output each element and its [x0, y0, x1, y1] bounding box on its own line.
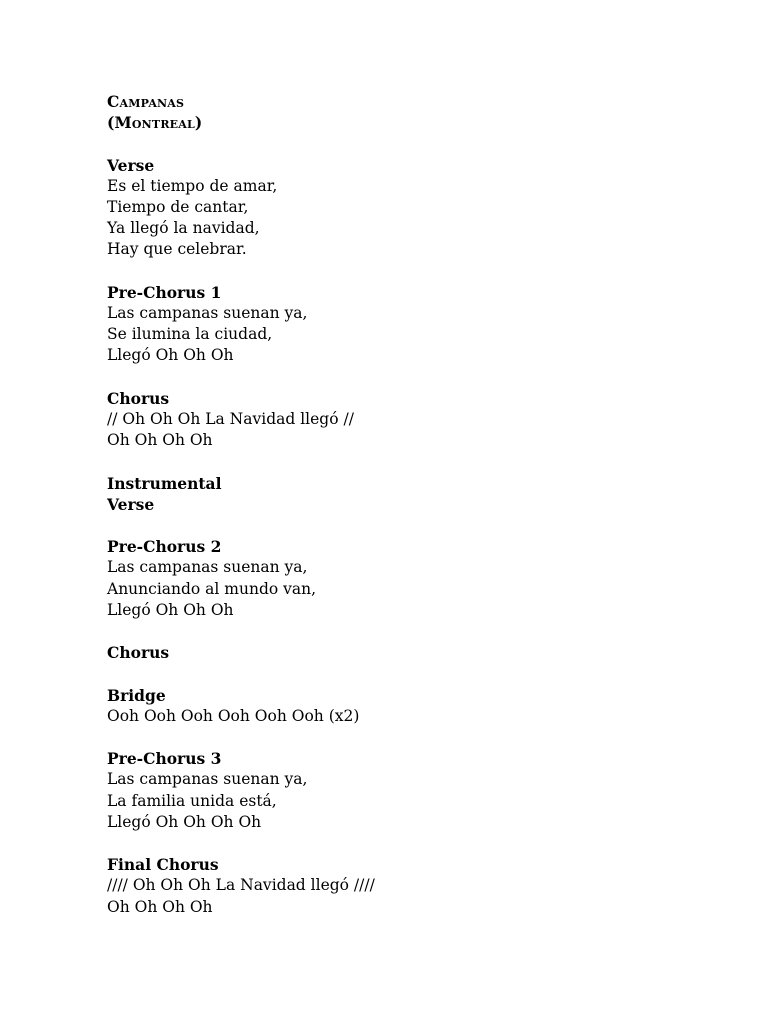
lyric-line: La familia unida está,	[107, 791, 277, 810]
section-heading: Pre-Chorus 2	[107, 537, 222, 557]
lyric-line: //// Oh Oh Oh La Navidad llegó ////	[107, 876, 375, 895]
lyric-line: Llegó Oh Oh Oh	[107, 600, 234, 619]
section-heading: Chorus	[107, 388, 170, 408]
lyric-line: Llegó Oh Oh Oh Oh	[107, 812, 262, 831]
lyric-line: Las campanas suenan ya,	[107, 304, 308, 322]
lyrics-section	[107, 473, 375, 494]
lyrics-section	[107, 536, 375, 621]
song-title: Campanas	[107, 92, 185, 111]
section-heading: Final Chorus	[107, 855, 219, 875]
lyric-line: Las campanas suenan ya,	[107, 558, 308, 577]
lyric-line: Tiempo de cantar,	[107, 198, 249, 216]
lyrics-section	[107, 642, 375, 663]
section-heading: Pre-Chorus 1	[107, 282, 222, 302]
lyric-line: // Oh Oh Oh La Navidad llegó //	[107, 410, 354, 428]
section-heading: Instrumental	[107, 473, 222, 493]
lyrics-section	[107, 494, 375, 515]
lyrics-section	[107, 748, 375, 833]
lyric-line: Se ilumina la ciudad,	[107, 325, 273, 344]
section-heading: Verse	[107, 155, 155, 175]
lyrics-section	[107, 155, 375, 261]
lyric-line: Ya llegó la navidad,	[107, 219, 260, 238]
lyrics-document	[107, 91, 375, 939]
lyrics-sections	[107, 155, 375, 918]
lyric-line: Hay que celebrar.	[107, 240, 247, 259]
lyrics-section	[107, 854, 375, 918]
song-subtitle: (Montreal)	[107, 113, 203, 133]
title-block	[107, 91, 375, 133]
lyric-line: Anunciando al mundo van,	[107, 579, 317, 598]
section-heading: Pre-Chorus 3	[107, 749, 222, 769]
lyric-line: Ooh Ooh Ooh Ooh Ooh Ooh (x2)	[107, 706, 360, 725]
lyrics-section	[107, 685, 375, 727]
lyric-line: Es el tiempo de amar,	[107, 176, 278, 195]
lyric-line: Las campanas suenan ya,	[107, 770, 308, 789]
lyrics-section	[107, 388, 375, 452]
section-heading: Bridge	[107, 685, 166, 705]
section-heading: Verse	[107, 494, 155, 514]
lyric-line: Llegó Oh Oh Oh	[107, 346, 234, 365]
lyrics-section	[107, 282, 375, 367]
section-heading: Chorus	[107, 643, 170, 663]
lyric-line: Oh Oh Oh Oh	[107, 431, 213, 450]
lyric-line: Oh Oh Oh Oh	[107, 897, 213, 916]
